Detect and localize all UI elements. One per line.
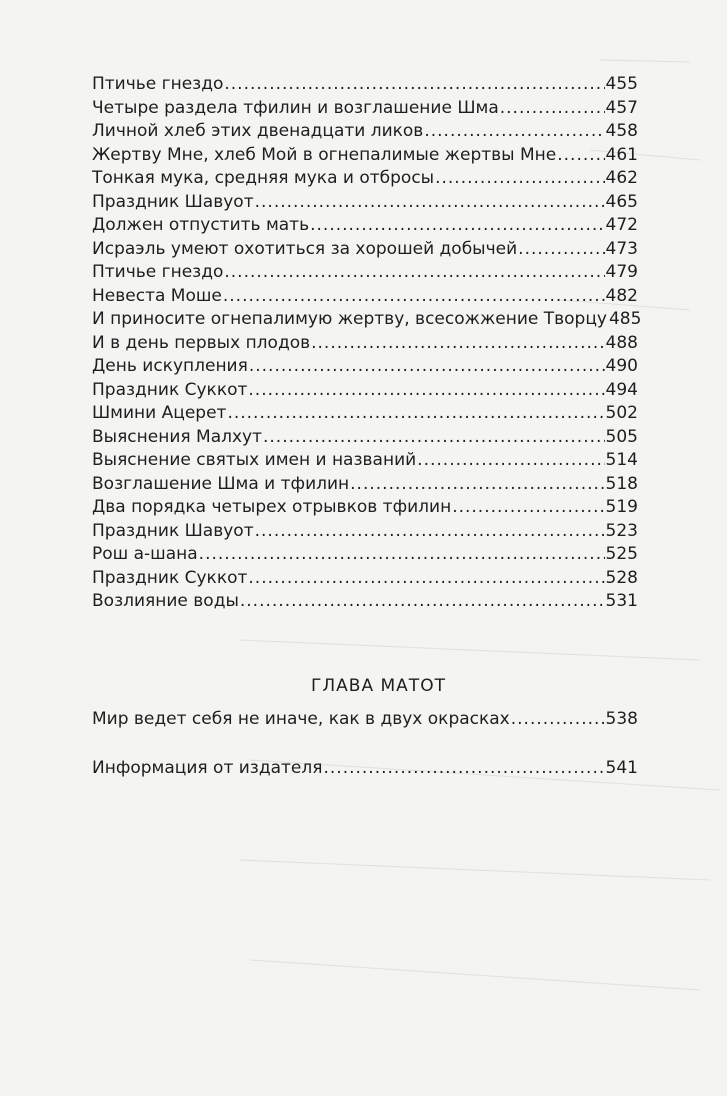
- toc-entry-title: Жертву Мне, хлеб Мой в огнепалимые жертвы Мне: [92, 144, 557, 165]
- toc-entry-page: 519: [605, 497, 638, 517]
- chapter-contents: [92, 708, 638, 732]
- toc-entry: [92, 473, 638, 497]
- toc-entry-title: И в день первых плодов: [92, 332, 311, 353]
- dot-leader: [350, 473, 604, 497]
- toc-entry-page: 482: [605, 285, 638, 306]
- toc-entry-page: 473: [605, 238, 638, 259]
- toc-entry-title: Птичье гнездо: [92, 74, 224, 94]
- toc-entry-page: 488: [605, 332, 638, 353]
- toc-entry-title: Невеста Моше: [92, 285, 222, 306]
- toc-entry: [92, 214, 638, 238]
- toc-entry-page: 462: [605, 168, 638, 188]
- toc-entry-title: Шмини Ацерет: [92, 403, 227, 423]
- dot-leader: [255, 520, 605, 544]
- toc-entry-page: 457: [605, 97, 638, 118]
- toc-entry-title: Птичье гнездо: [92, 262, 224, 282]
- dot-leader: [557, 144, 604, 168]
- toc-entry: [92, 167, 638, 191]
- toc-entry-page: 479: [605, 262, 638, 282]
- toc-entry-page: 455: [605, 74, 638, 94]
- dot-leader: [248, 567, 604, 591]
- toc-entry-page: 523: [605, 520, 638, 541]
- toc-entry-page: 472: [605, 215, 638, 235]
- toc-entry-title: Возлияние воды: [92, 591, 239, 611]
- toc-entry-title: Праздник Шавуот: [92, 520, 254, 541]
- toc-entry: [92, 238, 638, 262]
- dot-leader: [263, 426, 605, 450]
- toc-entry: [92, 708, 638, 732]
- dot-leader: [310, 214, 604, 238]
- toc-entry: [92, 308, 642, 332]
- toc-entry-title: Возглашение Шма и тфилин: [92, 473, 350, 494]
- toc-entry-title: Личной хлеб этих двенадцати ликов: [92, 121, 424, 141]
- toc-entry-page: 514: [605, 450, 638, 470]
- toc-entry-page: 490: [605, 356, 638, 376]
- dot-leader: [435, 167, 604, 191]
- toc-entry-title: Выяснение святых имен и названий: [92, 450, 417, 470]
- toc-entry: [92, 567, 638, 591]
- toc-entry-title: Праздник Суккот: [92, 379, 248, 400]
- toc-entry-title: Исраэль умеют охотиться за хорошей добычей: [92, 238, 518, 259]
- toc-entry-title: День искупления: [92, 356, 248, 376]
- toc-entry-page: 505: [605, 426, 638, 447]
- toc-entry: [92, 379, 638, 403]
- toc-entry-page: 461: [605, 144, 638, 165]
- toc-entry: [92, 402, 638, 426]
- table-of-contents: [92, 73, 642, 614]
- dot-leader: [417, 449, 604, 473]
- toc-entry: [92, 332, 638, 356]
- dot-leader: [518, 238, 604, 262]
- toc-entry-page: 485: [608, 309, 642, 329]
- dot-leader: [224, 261, 604, 285]
- toc-entry-page: 502: [605, 403, 638, 423]
- dot-leader: [255, 191, 605, 215]
- dot-leader: [248, 379, 604, 403]
- dot-leader: [223, 285, 605, 309]
- toc-entry: [92, 144, 638, 168]
- dot-leader: [240, 590, 605, 614]
- toc-entry-title: И приносите огнепалимую жертву, всесожжение Творцу: [92, 309, 607, 329]
- toc-entry-page: 541: [605, 758, 638, 778]
- toc-entry: [92, 757, 638, 781]
- toc-entry-page: 458: [605, 121, 638, 141]
- toc-entry: [92, 285, 638, 309]
- dot-leader: [424, 120, 604, 144]
- toc-entry: [92, 191, 638, 215]
- toc-entry: [92, 73, 638, 97]
- dot-leader: [224, 73, 604, 97]
- toc-entry-title: Тонкая мука, средняя мука и отбросы: [92, 168, 435, 188]
- toc-entry: [92, 426, 638, 450]
- toc-entry-title: Праздник Шавуот: [92, 191, 254, 212]
- toc-entry-page: 494: [605, 379, 638, 400]
- toc-entry-title: Выяснения Малхут: [92, 426, 262, 447]
- toc-entry-title: Мир ведет себя не иначе, как в двух окрасках: [92, 709, 510, 729]
- dot-leader: [500, 97, 605, 121]
- dot-leader: [311, 332, 604, 356]
- toc-entry: [92, 496, 638, 520]
- dot-leader: [323, 757, 604, 781]
- toc-entry: [92, 120, 638, 144]
- toc-entry: [92, 449, 638, 473]
- toc-entry-page: 528: [605, 567, 638, 588]
- chapter-heading: ГЛАВА МАТОТ: [311, 676, 446, 696]
- toc-entry-title: Информация от издателя: [92, 758, 323, 778]
- dot-leader: [227, 402, 604, 426]
- toc-entry: [92, 520, 638, 544]
- toc-entry: [92, 355, 638, 379]
- toc-entry-page: 525: [605, 544, 638, 564]
- toc-entry-title: Четыре раздела тфилин и возглашение Шма: [92, 97, 499, 118]
- toc-entry-page: 518: [605, 473, 638, 494]
- dot-leader: [249, 355, 605, 379]
- toc-entry-title: Два порядка четырех отрывков тфилин: [92, 497, 452, 517]
- toc-entry-title: Праздник Суккот: [92, 567, 248, 588]
- dot-leader: [511, 708, 605, 732]
- toc-entry-title: Должен отпустить мать: [92, 215, 310, 235]
- toc-entry: [92, 97, 638, 121]
- toc-entry-page: 465: [605, 191, 638, 212]
- dot-leader: [199, 543, 605, 567]
- dot-leader: [452, 496, 604, 520]
- toc-entry: [92, 590, 638, 614]
- toc-entry: [92, 543, 638, 567]
- toc-entry: [92, 261, 638, 285]
- toc-entry-title: Рош а-шана: [92, 544, 198, 564]
- publisher-info-contents: [92, 757, 638, 781]
- toc-entry-page: 538: [605, 709, 638, 729]
- toc-entry-page: 531: [605, 591, 638, 611]
